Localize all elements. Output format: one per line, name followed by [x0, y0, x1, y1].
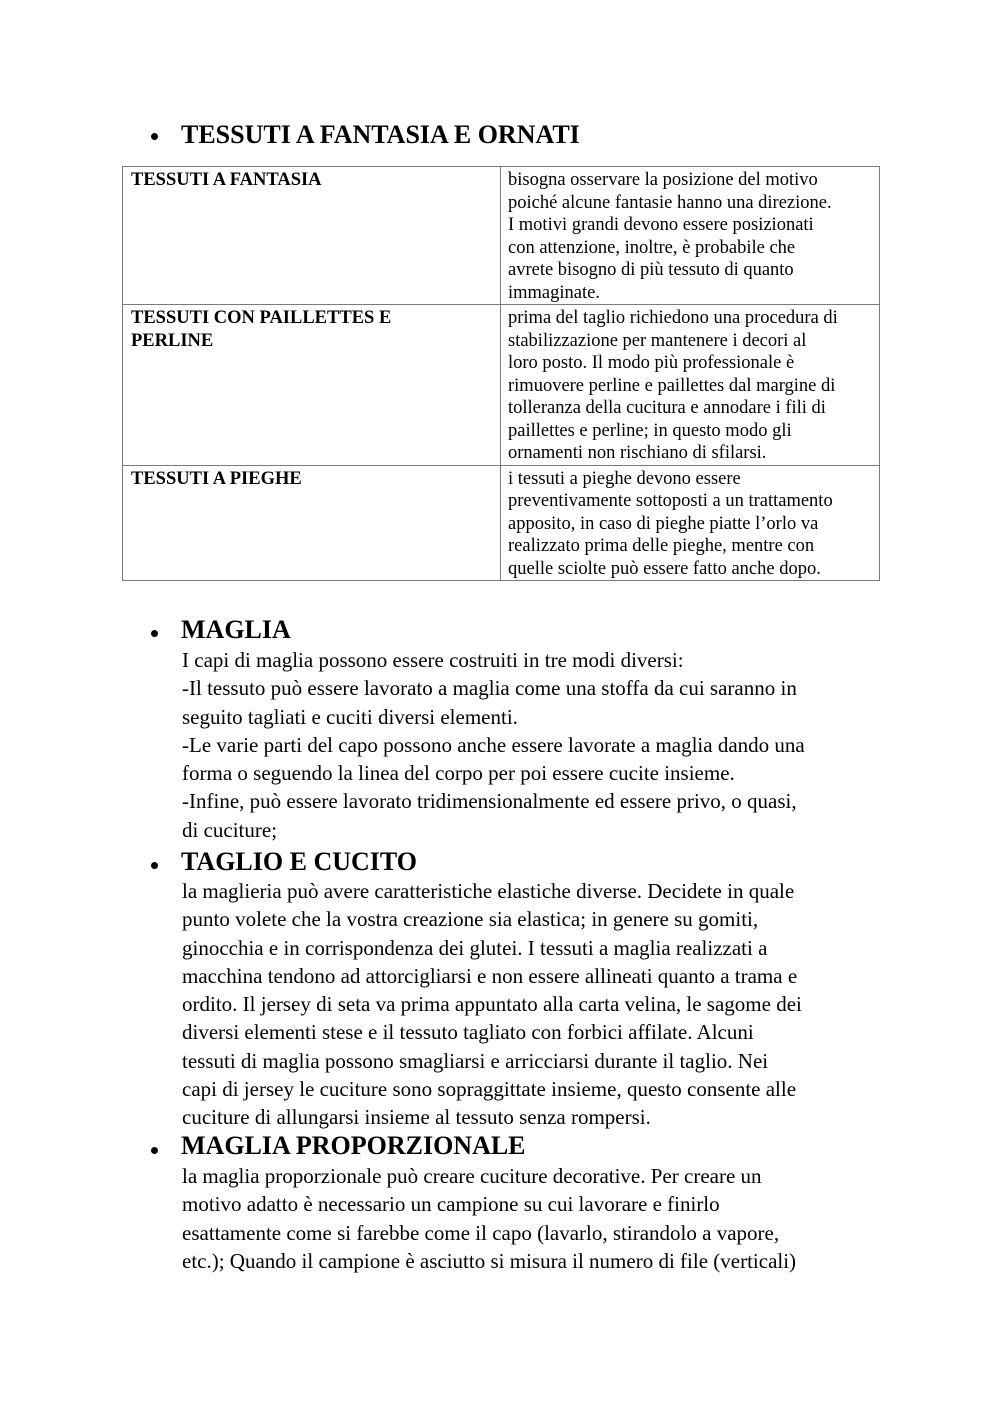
section-heading: TESSUTI A FANTASIA E ORNATI	[181, 120, 580, 149]
table-cell-text: bisogna osservare la posizione del motivo poiché alcune fantasie hanno una direzione. I motivi grandi devono essere posizionati con attenzione, inoltre, è probabile che avrete bisogno di più tessuto di quanto immaginate.	[501, 167, 880, 305]
table-cell-label: TESSUTI CON PAILLETTES E PERLINE	[123, 305, 501, 466]
section-heading: MAGLIA PROPORZIONALE	[181, 1131, 526, 1160]
fabric-table	[122, 166, 880, 581]
section-heading: MAGLIA	[181, 615, 291, 644]
bullet-icon	[151, 862, 158, 869]
table-cell-label: TESSUTI A FANTASIA	[123, 167, 501, 305]
table-row	[123, 305, 880, 466]
bullet-icon	[151, 630, 158, 637]
table-row	[123, 167, 880, 305]
table-cell-text: prima del taglio richiedono una procedura di stabilizzazione per mantenere i decori al loro posto. Il modo più professionale è rimuovere perline e paillettes dal margine di tolleranza della cucitura e annodare i fili di paillettes e perline; in questo modo gli ornamenti non rischiano di sfilarsi.	[501, 305, 880, 466]
bullet-icon	[151, 133, 158, 140]
table-cell-label: TESSUTI A PIEGHE	[123, 465, 501, 581]
section-paragraph: I capi di maglia possono essere costruiti in tre modi diversi: -Il tessuto può essere lavorato a maglia come una stoffa da cui saranno in seguito tagliati e cuciti diversi elementi. -Le varie parti del capo possono anche essere lavorate a maglia dando una forma o seguendo la linea del corpo per poi essere cucite insieme. -Infine, può essere lavorato tridimensionalmente ed essere privo, o quasi, di cuciture;	[182, 648, 805, 842]
section-heading: TAGLIO E CUCITO	[181, 847, 417, 876]
table-cell-text: i tessuti a pieghe devono essere preventivamente sottoposti a un trattamento apposito, in caso di pieghe piatte l’orlo va realizzato prima delle pieghe, mentre con quelle sciolte può essere fatto anche dopo.	[501, 465, 880, 581]
section-paragraph: la maglia proporzionale può creare cuciture decorative. Per creare un motivo adatto è necessario un campione su cui lavorare e finirlo esattamente come si farebbe come il capo (lavarlo, stirandolo a vapore, etc.); Quando il campione è asciutto si misura il numero di file (verticali)	[182, 1164, 797, 1273]
bullet-icon	[151, 1147, 158, 1154]
section-paragraph: la maglieria può avere caratteristiche elastiche diverse. Decidete in quale punto volete che la vostra creazione sia elastica; in genere su gomiti, ginocchia e in corrispondenza dei glutei. I tessuti a maglia realizzati a macchina tendono ad attorcigliarsi e non essere allineati quanto a trama e ordito. Il jersey di seta va prima appuntato alla carta velina, le sagome dei diversi elementi stese e il tessuto tagliato con forbici affilate. Alcuni tessuti di maglia possono smagliarsi e arricciarsi durante il taglio. Nei capi di jersey le cuciture sono sopraggittate insieme, questo consente alle cuciture di allungarsi insieme al tessuto senza rompersi.	[182, 879, 802, 1130]
table-row	[123, 465, 880, 581]
